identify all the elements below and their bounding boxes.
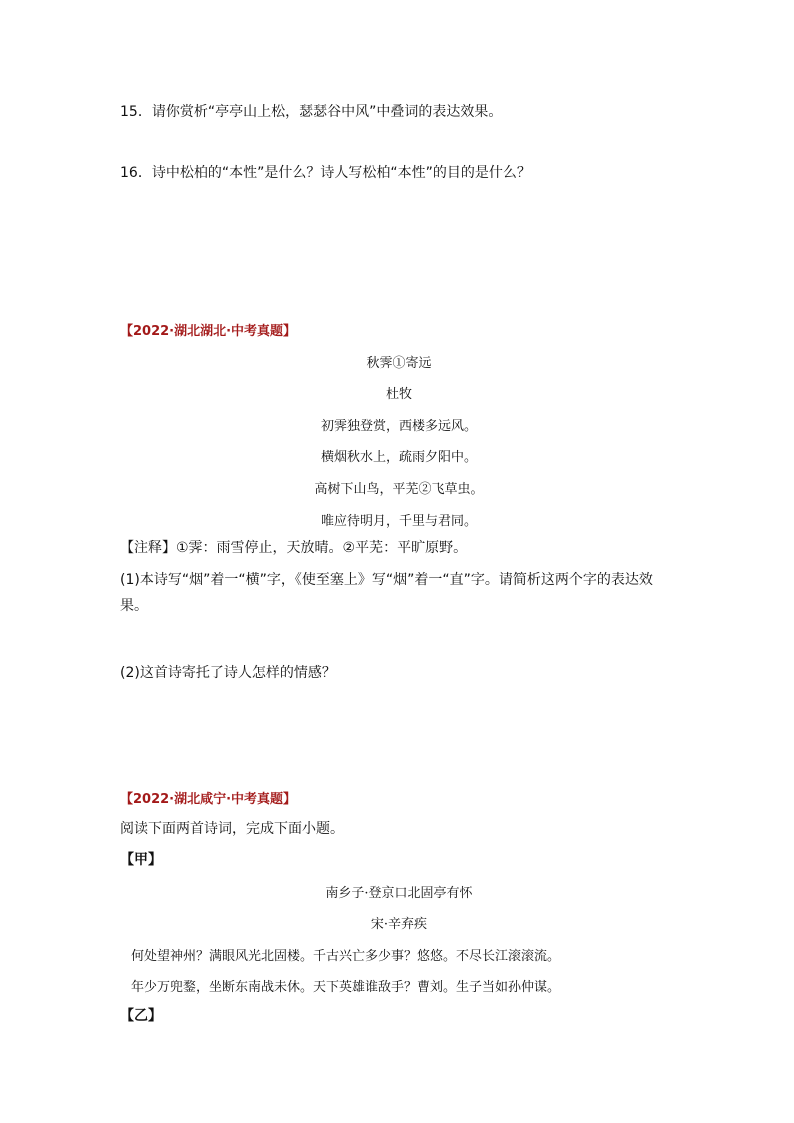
question-15: 15．请你赏析“亭亭山上松，瑟瑟谷中风”中叠词的表达效果。 (120, 104, 503, 120)
poem-author: 宋·辛弃疾 (370, 917, 428, 932)
section-heading: 【2022·湖北咸宁·中考真题】 (120, 792, 297, 807)
poem-title: 秋霁①寄远 (366, 356, 432, 371)
question-2: (2)这首诗寄托了诗人怎样的情感？ (120, 665, 336, 681)
poem-line: 初霁独登赏，西楼多远风。 (320, 419, 477, 434)
poem-line: 唯应待明月，千里与君同。 (320, 514, 477, 529)
label-yi: 【乙】 (120, 1008, 162, 1024)
poem-line: 何处望神州？满眼风光北固楼。千古兴亡多少事？悠悠。不尽长江滚滚流。 (131, 949, 561, 964)
poem-line: 横烟秋水上，疏雨夕阳中。 (320, 450, 477, 465)
question-1: (1)本诗写“烟”着一“横”字，《使至塞上》写“烟”着一“直”字。请简析这两个字的表达效果。 (120, 572, 653, 614)
section-intro: 阅读下面两首诗词，完成下面小题。 (120, 821, 344, 837)
poem-note: 【注释】①霁：雨雪停止，天放晴。②平芜：平旷原野。 (120, 540, 468, 556)
poem-line: 年少万兜鍪，坐断东南战未休。天下英雄谁敌手？曹刘。生子当如孙仲谋。 (131, 980, 561, 995)
poem-author: 杜牧 (385, 387, 412, 402)
label-jia: 【甲】 (120, 852, 162, 868)
question-16: 16．诗中松柏的“本性”是什么？诗人写松柏“本性”的目的是什么？ (120, 165, 531, 181)
poem-title: 南乡子·登京口北固亭有怀 (325, 886, 473, 901)
poem-line: 高树下山鸟，平芜②飞草虫。 (314, 482, 484, 497)
section-heading: 【2022·湖北湖北·中考真题】 (120, 324, 297, 339)
